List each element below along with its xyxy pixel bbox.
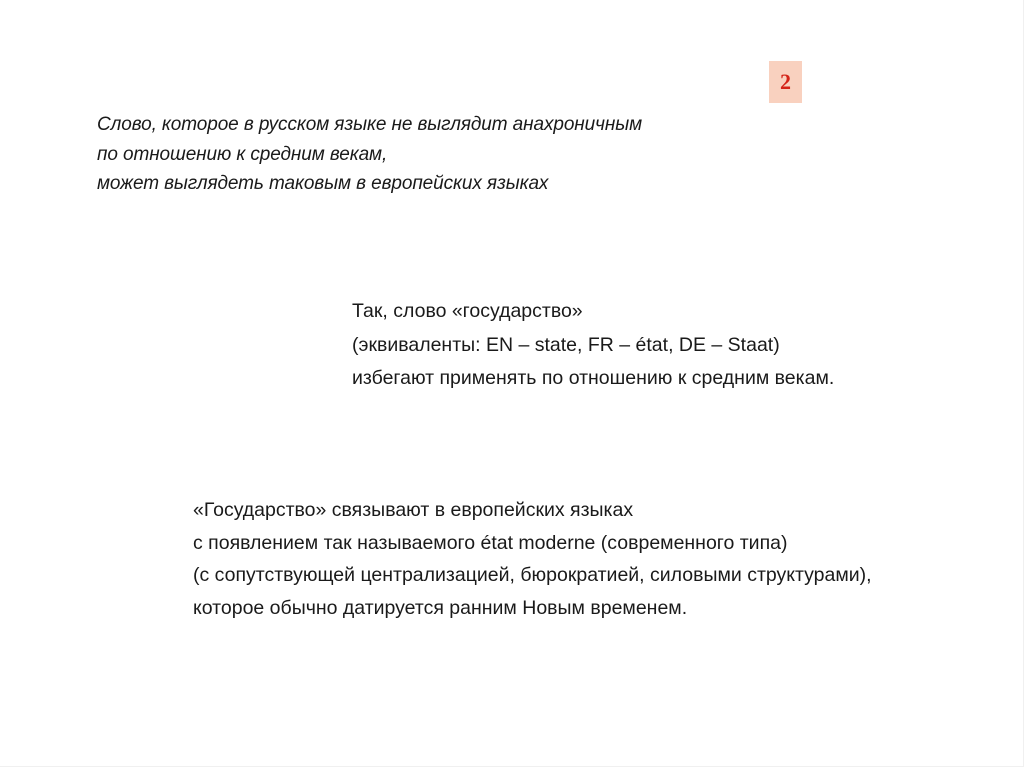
page-number-badge <box>769 61 802 103</box>
example-line: (эквиваленты: EN – state, FR – état, DE – Staat) <box>352 333 780 356</box>
intro-line: по отношению к средним векам, <box>97 143 388 165</box>
conclusion-line: (с сопутствующей централизацией, бюрократией, силовыми структурами), <box>193 564 872 586</box>
intro-paragraph <box>97 110 642 199</box>
page-number: 2 <box>780 69 791 94</box>
example-line: избегают применять по отношению к средним векам. <box>352 367 835 389</box>
example-line: Так, слово «государство» <box>352 300 583 322</box>
example-paragraph <box>352 295 834 396</box>
conclusion-line: которое обычно датируется ранним Новым временем. <box>193 596 688 619</box>
intro-line: Слово, которое в русском языке не выглядит анахроничным <box>97 114 643 135</box>
intro-line: может выглядеть таковым в европейских языках <box>97 173 549 194</box>
conclusion-paragraph <box>193 494 872 624</box>
conclusion-line: с появлением так называемого état moderne (современного типа) <box>193 531 788 554</box>
conclusion-line: «Государство» связывают в европейских языках <box>193 499 634 521</box>
